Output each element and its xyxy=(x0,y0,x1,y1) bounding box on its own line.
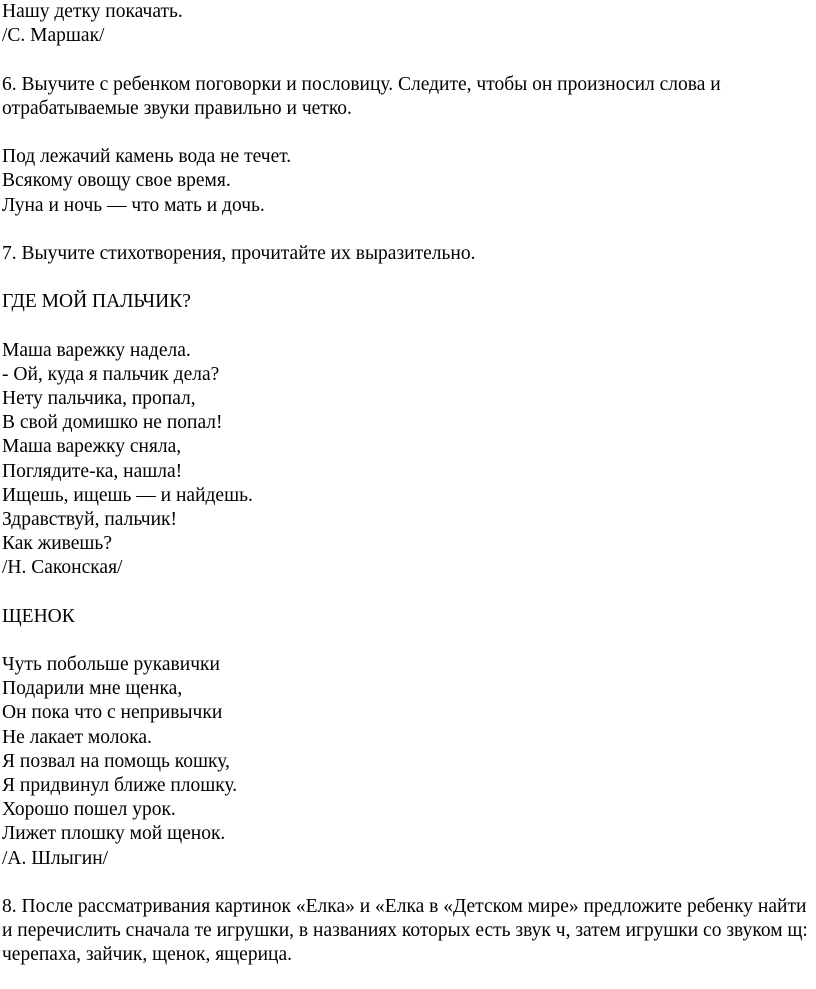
intro-line: Нашу детку покачать. xyxy=(2,1,183,22)
poem2-line: Он пока что с непривычки xyxy=(2,702,223,724)
task6-heading: 6. Выучите с ребенком поговорки и пословицу. Следите, чтобы он произносил слова и отрабатываемые звуки правильно и четко. xyxy=(2,73,721,119)
poem2-line: Хорошо пошел урок. xyxy=(2,799,176,821)
poem1-line: Ищешь, ищешь — и найдешь. xyxy=(2,484,253,506)
poem1-title: ГДЕ МОЙ ПАЛЬЧИК? xyxy=(2,291,191,313)
spacer xyxy=(2,871,814,895)
poem2-line: Не лакает молока. xyxy=(2,726,152,748)
poem2-line: Лижет плошку мой щенок. xyxy=(2,823,226,845)
proverb-line: Под лежачий камень вода не течет. xyxy=(2,146,292,168)
task7-heading: 7. Выучите стихотворения, прочитайте их выразительно. xyxy=(2,242,476,264)
poem2-line: Я придвинул ближе плошку. xyxy=(2,775,238,797)
poem2-author: /А. Шлыгин/ xyxy=(2,847,109,869)
poem2-title: ЩЕНОК xyxy=(2,605,75,627)
spacer xyxy=(2,121,814,145)
spacer xyxy=(2,218,814,242)
proverb-line: Луна и ночь — что мать и дочь. xyxy=(2,194,265,216)
task8-text: 8. После рассматривания картинок «Елка» и «Елка в «Детском мире» предложите ребенку найти и перечислить сначала те игрушки, в названиях которых есть звук ч, затем игрушки со звуком щ: черепаха, зайчик, щенок, ящерица. xyxy=(2,895,808,966)
poem2-line: Я позвал на помощь кошку, xyxy=(2,750,230,772)
spacer xyxy=(2,314,814,338)
poem1-line: - Ой, куда я пальчик дела? xyxy=(2,363,220,385)
spacer xyxy=(2,581,814,605)
intro-author: /С. Маршак/ xyxy=(2,25,105,47)
spacer xyxy=(2,629,814,653)
poem2-line: Чуть побольше рукавички xyxy=(2,654,220,676)
poem1-line: Поглядите-ка, нашла! xyxy=(2,460,183,482)
spacer xyxy=(2,266,814,290)
poem1-line: Как живешь? xyxy=(2,533,112,555)
poem2-line: Подарили мне щенка, xyxy=(2,678,183,700)
document-page xyxy=(2,0,814,968)
poem1-line: В свой домишко не попал! xyxy=(2,412,223,434)
proverb-line: Всякому овощу свое время. xyxy=(2,170,231,192)
poem1-author: /Н. Саконская/ xyxy=(2,557,123,579)
poem1-line: Маша варежку надела. xyxy=(2,339,191,361)
poem1-line: Маша варежку сняла, xyxy=(2,436,182,458)
poem1-line: Нету пальчика, пропал, xyxy=(2,388,196,410)
poem1-line: Здравствуй, пальчик! xyxy=(2,508,177,530)
spacer xyxy=(2,48,814,72)
